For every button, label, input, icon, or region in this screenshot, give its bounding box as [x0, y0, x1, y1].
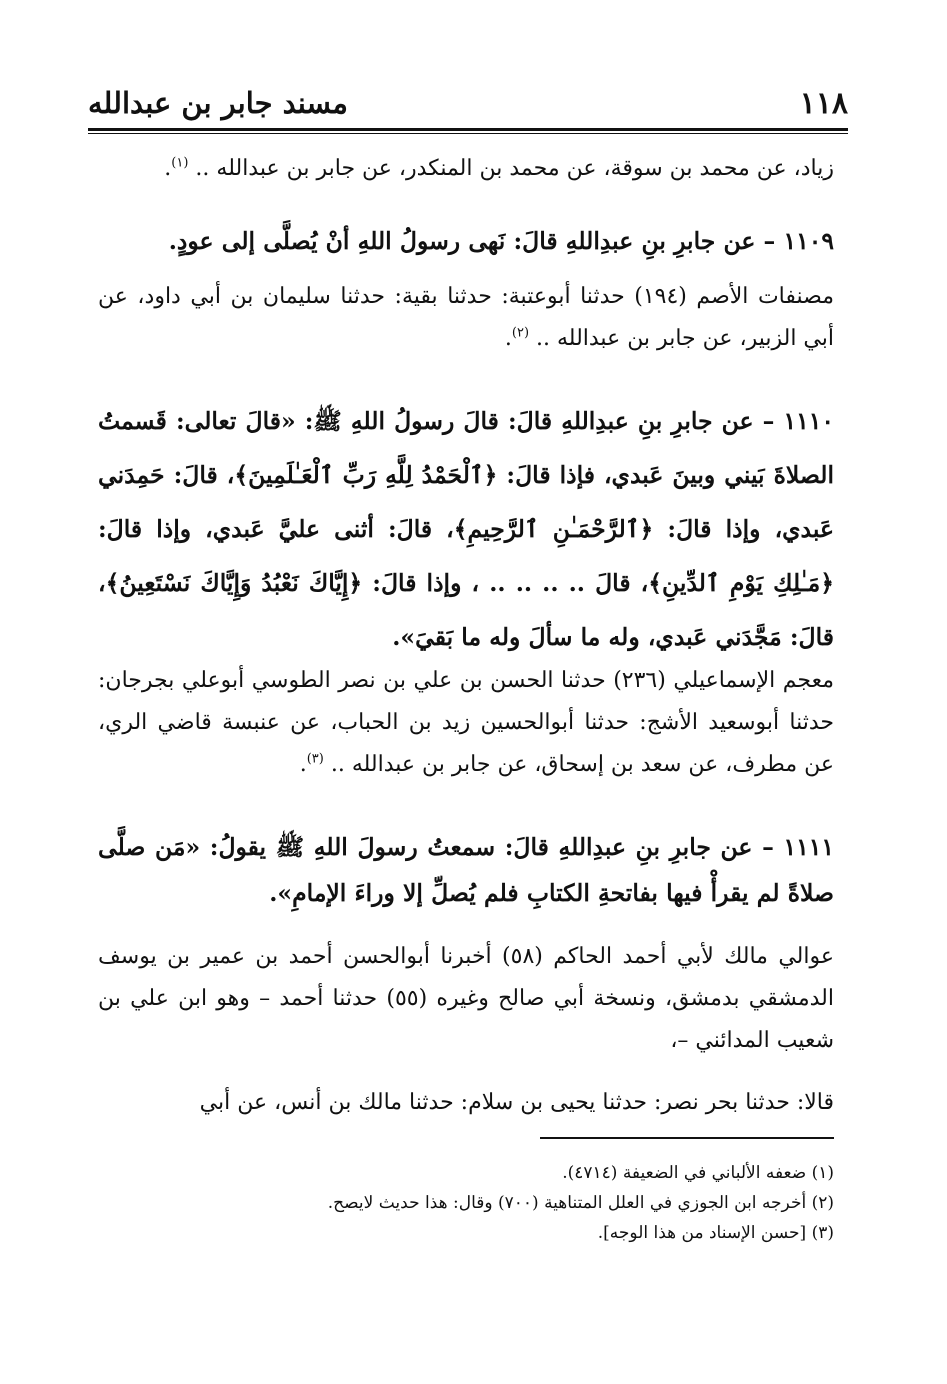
footnote-2: (٢) أخرجه ابن الجوزي في العلل المتناهية (٧٠٠) وقال: هذا حديث لايصح. — [327, 1193, 834, 1213]
paragraph-text: مصنفات الأصم (١٩٤) حدثنا أبوعتبة: حدثنا بقية: حدثنا سليمان بن أبي داود، عن أبي الزبير، عن جابر بن عبدالله .. — [98, 284, 834, 351]
footnote-3: (٣) [حسن الإسناد من هذا الوجه]. — [597, 1223, 834, 1243]
source-note-1109 — [98, 276, 834, 360]
hadith-1111 — [98, 824, 834, 916]
paragraph-text: زياد، عن محمد بن سوقة، عن محمد بن المنكدر، عن جابر بن عبدالله .. — [188, 156, 834, 181]
paragraph-tail: . — [164, 156, 172, 181]
source-note-1111 — [98, 936, 834, 1062]
paragraph-text: معجم الإسماعيلي (٢٣٦) حدثنا الحسن بن علي بن نصر الطوسي أبوعلي بجرجان: حدثنا أبوسعيد الأشج: حدثنا أبوالحسين زيد بن الحباب، عن عنبسة قاضي الري، عن مطرف، عن سعد بن إسحاق، عن جابر بن عبدالله .. — [98, 668, 834, 777]
page-header — [88, 84, 848, 128]
chain-continuation — [98, 1082, 834, 1124]
header-rule — [88, 128, 848, 134]
running-title: مسند جابر بن عبدالله — [88, 86, 348, 120]
footnotes — [98, 1158, 834, 1248]
hadith-1109 — [98, 218, 834, 264]
footnote-1: (١) ضعفه الألباني في الضعيفة (٤٧١٤). — [562, 1163, 834, 1183]
hadith-text: ١١١٠ – عن جابرِ بنِ عبدِاللهِ قالَ: قالَ رسولُ اللهِ ﷺ: «قالَ تعالى: قَسمتُ الصلاةَ بَيني وبينَ عَبدي، فإذا قالَ: ﴿ٱلْحَمْدُ لِلَّهِ رَبِّ ٱلْعَـٰلَمِينَ﴾، قالَ: حَمِدَني عَبدي، وإذا قالَ: ﴿ٱلرَّحْمَـٰنِ ٱلرَّحِيمِ﴾، قالَ: أثنى عليَّ عَبدي، وإذا قالَ: ﴿مَـٰلِكِ يَوْمِ ٱلدِّينِ﴾، قالَ .. .. .. .. ، وإذا قالَ: ﴿إِيَّاكَ نَعْبُدُ وَإِيَّاكَ نَسْتَعِينُ﴾، قالَ: مَجَّدَني عَبدي، وله ما سألَ وله ما بَقيَ». — [98, 407, 834, 651]
source-note-1110 — [98, 660, 834, 786]
paragraph-chain-1109 — [98, 148, 834, 190]
footnote-ref: (٣) — [306, 751, 324, 767]
hadith-text: ١١٠٩ – عن جابرِ بنِ عبدِاللهِ قالَ: نَهى رسولُ اللهِ أنْ يُصلَّى إلى عودٍ. — [168, 227, 834, 255]
hadith-text: ١١١١ – عن جابرِ بنِ عبدِاللهِ قالَ: سمعتُ رسولَ اللهِ ﷺ يقولُ: «مَن صلَّى صلاةً لم يقرأْ فيها بفاتحةِ الكتابِ فلم يُصلِّ إلا وراءَ الإمامِ». — [98, 833, 834, 907]
footnote-ref: (١) — [171, 155, 189, 171]
paragraph-tail: . — [504, 326, 512, 351]
page-number: ١١٨ — [799, 86, 848, 121]
paragraph-text: قالا: حدثنا بحر نصر: حدثنا يحيى بن سلام: حدثنا مالك بن أنس، عن أبي — [199, 1090, 834, 1115]
paragraph-text: عوالي مالك لأبي أحمد الحاكم (٥٨) أخبرنا أبوالحسن أحمد بن عمير بن يوسف الدمشقي بدمشق، ونسخة أبي صالح وغيره (٥٥) حدثنا أحمد – وهو ابن علي بن شعيب المدائني –، — [98, 944, 834, 1053]
paragraph-tail: . — [299, 752, 307, 777]
footnote-separator — [540, 1137, 834, 1139]
footnote-ref: (٢) — [511, 325, 530, 341]
hadith-1110 — [98, 394, 834, 664]
